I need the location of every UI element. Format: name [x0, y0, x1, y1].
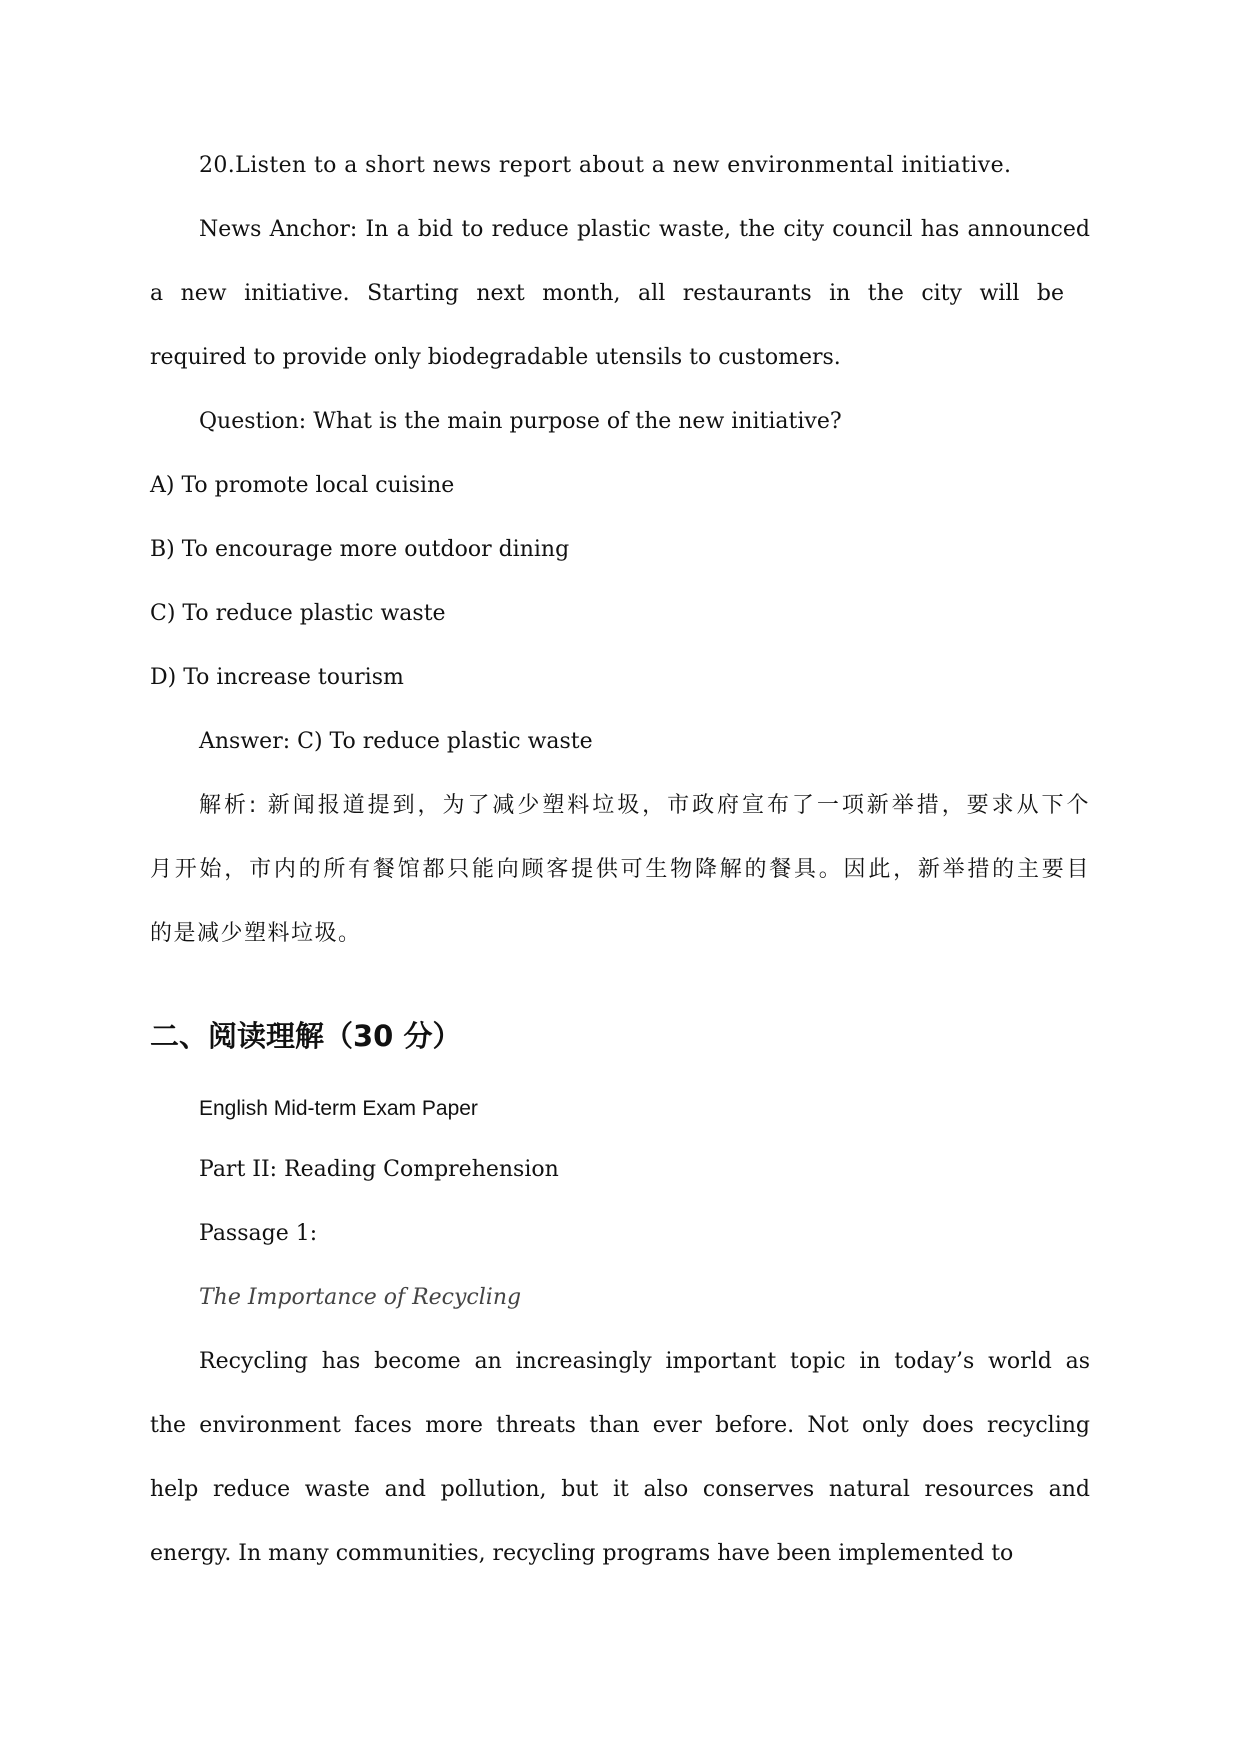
passage-line-4: energy. In many communities, recycling programs have been implemented to	[150, 1541, 1014, 1566]
passage-label: Passage 1:	[199, 1221, 318, 1246]
question-20-prompt: 20.Listen to a short news report about a new environmental initiative.	[199, 153, 1012, 178]
question-text: Question: What is the main purpose of the new initiative?	[199, 409, 842, 434]
answer-line: Answer: C) To reduce plastic waste	[199, 729, 593, 754]
part-heading: Part II: Reading Comprehension	[199, 1157, 559, 1182]
analysis-line-3: 的是减少塑料垃圾。	[150, 921, 362, 946]
passage-line-2: the environment faces more threats than ever before. Not only does recycling	[150, 1413, 1090, 1438]
passage-title: The Importance of Recycling	[199, 1285, 522, 1310]
option-d: D) To increase tourism	[150, 665, 404, 690]
option-b: B) To encourage more outdoor dining	[150, 537, 570, 562]
analysis-line-1: 解析: 新闻报道提到，为了减少塑料垃圾，市政府宣布了一项新举措，要求从下个	[199, 793, 1090, 818]
passage-line-1: Recycling has become an increasingly important topic in today’s world as	[199, 1349, 1090, 1374]
option-a: A) To promote local cuisine	[150, 473, 455, 498]
transcript-line-1: News Anchor: In a bid to reduce plastic waste, the city council has announced	[199, 217, 1090, 242]
option-c: C) To reduce plastic waste	[150, 601, 446, 626]
transcript-line-3: required to provide only biodegradable utensils to customers.	[150, 345, 841, 370]
exam-title: English Mid-term Exam Paper	[199, 1097, 478, 1120]
analysis-line-2: 月开始，市内的所有餐馆都只能向顾客提供可生物降解的餐具。因此，新举措的主要目	[150, 857, 1090, 882]
section-heading: 二、阅读理解（30 分）	[150, 1019, 462, 1053]
passage-line-3: help reduce waste and pollution, but it also conserves natural resources and	[150, 1477, 1090, 1502]
transcript-line-2: a new initiative. Starting next month, all restaurants in the city will be	[150, 281, 1064, 306]
